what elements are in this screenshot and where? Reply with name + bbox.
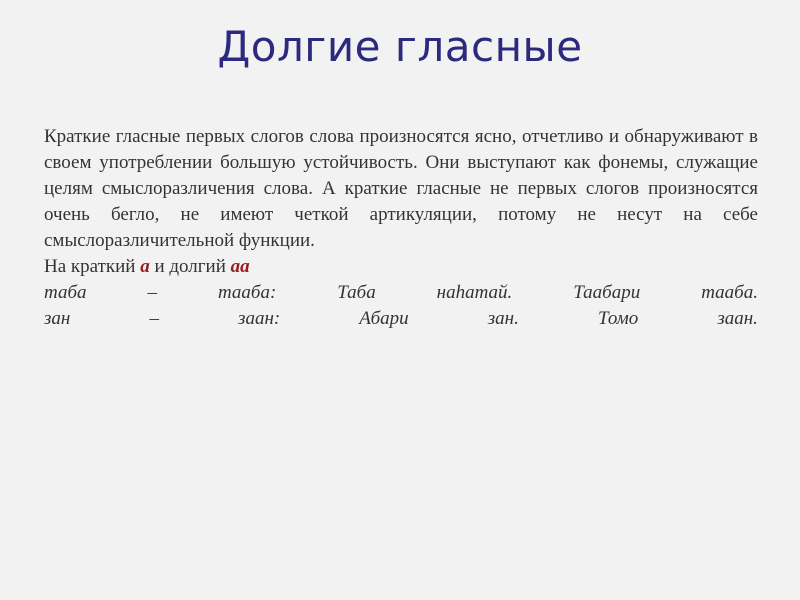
example-dash: – xyxy=(147,282,157,303)
slide-title: Долгие гласные xyxy=(217,22,583,71)
example-word: заан. xyxy=(717,308,758,329)
example-intro-prefix: На краткий xyxy=(44,256,141,277)
example-word: заан: xyxy=(238,308,281,329)
example-row-2 xyxy=(44,306,758,332)
example-word: Таба xyxy=(337,282,376,303)
example-word: зан xyxy=(44,308,71,329)
example-intro-middle: и долгий xyxy=(149,256,231,277)
example-word: Томо xyxy=(597,308,639,329)
body-paragraph: Краткие гласные первых слогов слова произносятся ясно, отчетливо и обнаруживают в своем употреблении большую устойчивость. Они выступают как фонемы, служащие целям смыслоразличения слова. А краткие гласные не первых слогов произносятся очень бегло, не имеют четкой артикуляции, потому не несут на себе смыслоразличительной функции. xyxy=(44,126,758,251)
example-intro xyxy=(44,254,758,280)
example-row-1 xyxy=(44,280,758,306)
long-vowel-label: аа xyxy=(230,256,250,277)
example-word: зан. xyxy=(487,308,519,329)
example-word: таба xyxy=(44,282,87,303)
example-dash: – xyxy=(149,308,159,329)
slide-body xyxy=(44,124,758,332)
example-word: Абари xyxy=(359,308,409,329)
example-word: тааба. xyxy=(701,282,758,303)
example-word: наhатай. xyxy=(436,282,513,303)
example-word: тааба: xyxy=(217,282,277,303)
short-vowel-label: а xyxy=(140,256,150,277)
example-word: Таабари xyxy=(573,282,641,303)
